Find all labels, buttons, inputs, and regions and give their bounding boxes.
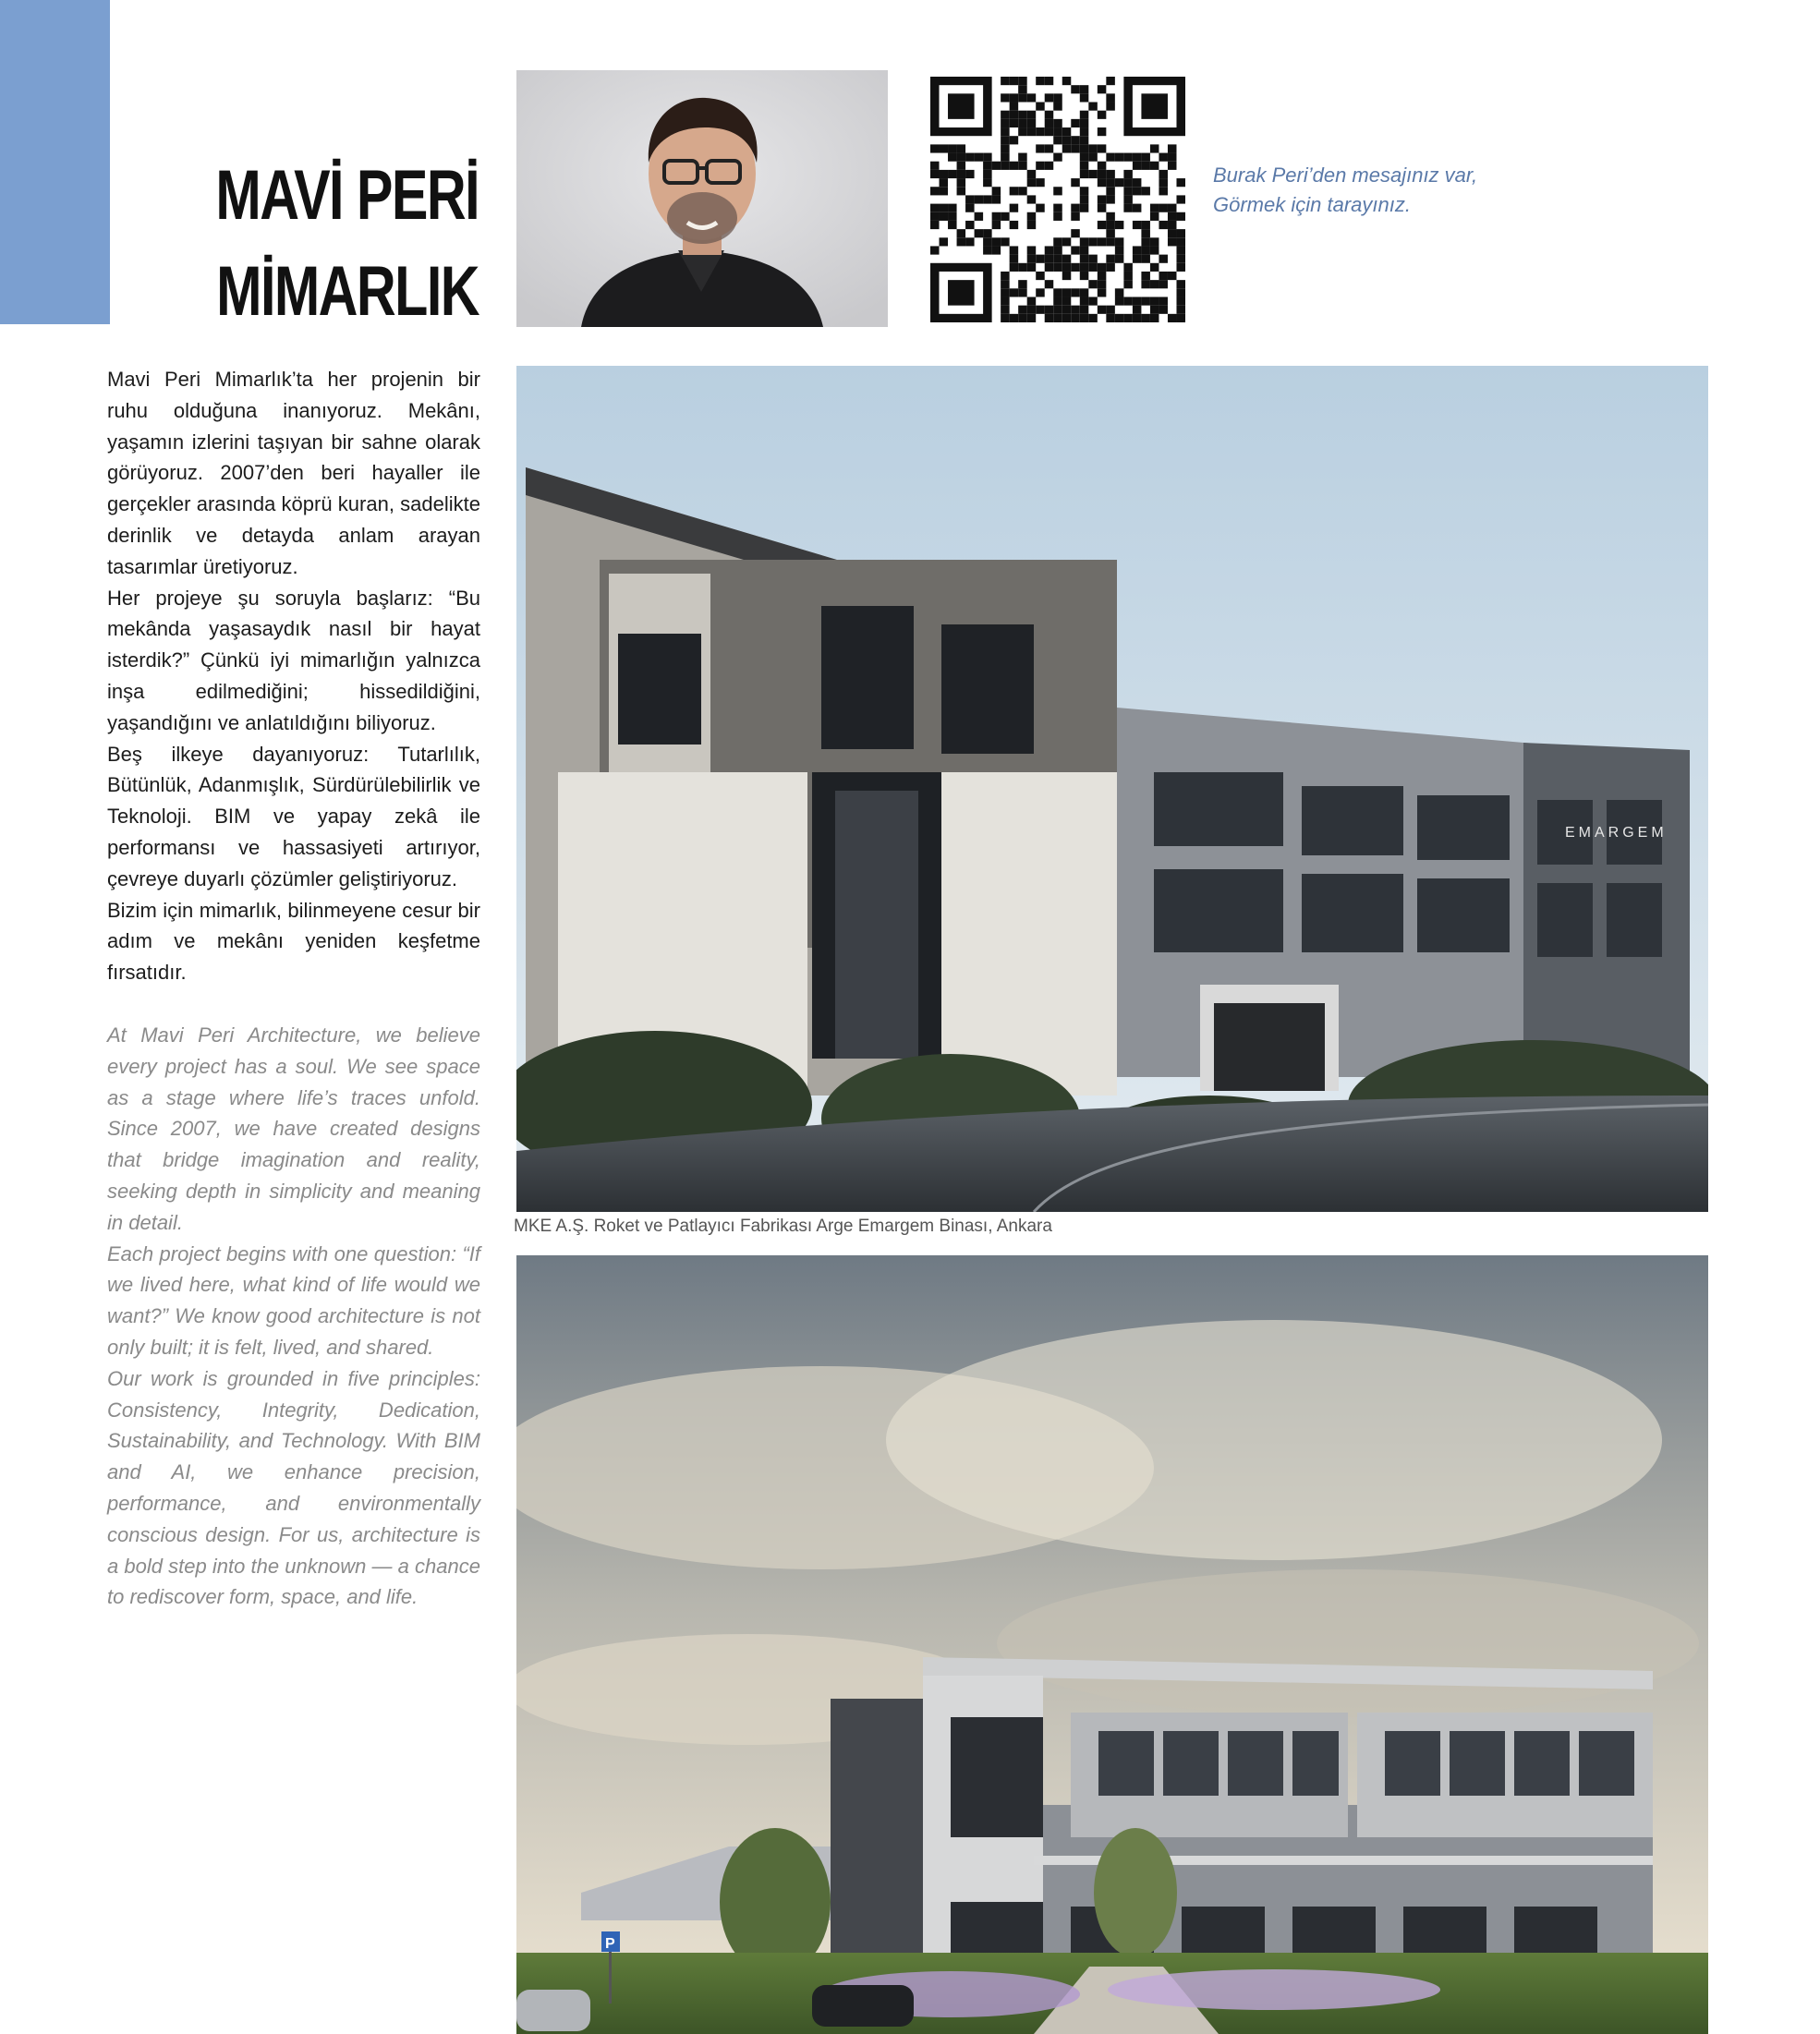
- title-line-2: MİMARLIK: [216, 252, 479, 331]
- title-line-1: MAVİ PERİ: [215, 156, 479, 235]
- building-photo-campus: [516, 1255, 1708, 2034]
- paragraph: Our work is grounded in five principles: Consistency, Integrity, Dedication, Sustainability, and Technology. With BIM and AI, we enhance precision, performance, and environmentally conscious design. For us, architecture is a bold step into the unknown — a chance to rediscover form, space, and life.: [107, 1366, 480, 1609]
- body-text-english: [107, 1020, 480, 1613]
- paragraph: Mavi Peri Mimarlık’ta her projenin bir ruhu olduğuna inanıyoruz. Mekânı, yaşamın izlerini taşıyan bir sahne olarak görüyoruz. 2007’den beri hayaller ile gerçekler arasında köprü kuran, sadelikte derinlik ve detayda anlam arayan tasarımlar üretiyoruz.: [107, 368, 480, 578]
- accent-bar: [0, 0, 110, 324]
- paragraph: Bizim için mimarlık, bilinmeyene cesur bir adım ve mekânı yeniden keşfetme fırsatıdır.: [107, 898, 480, 985]
- paragraph: Her projeye şu soruyla başlarız: “Bu mekânda yaşasaydık nasıl bir hayat isterdik?” Çünkü iyi mimarlığın yalnızca inşa edilmediğini; hissedildiğini, yaşandığını ve anlatıldığını biliyoruz.: [107, 586, 480, 734]
- photo-caption: MKE A.Ş. Roket ve Patlayıcı Fabrikası Arge Emargem Binası, Ankara: [514, 1217, 1052, 1236]
- architect-portrait: [516, 70, 888, 327]
- qr-note-line-2: Görmek için tarayınız.: [1213, 193, 1411, 216]
- qr-note: [1213, 161, 1527, 220]
- qr-code[interactable]: [930, 77, 1185, 322]
- parking-sign: P: [605, 1936, 615, 1952]
- page-title: [213, 148, 479, 340]
- qr-note-line-1: Burak Peri’den mesajınız var,: [1213, 163, 1478, 187]
- facade-sign: EMARGEM: [1565, 825, 1668, 841]
- building-photo-emargem: [516, 366, 1708, 1212]
- paragraph: Each project begins with one question: “If we lived here, what kind of life would we want?” We know good architecture is not only built; it is felt, lived, and shared.: [107, 1241, 480, 1359]
- paragraph: Beş ilkeye dayanıyoruz: Tutarlılık, Bütünlük, Adanmışlık, Sürdürülebilirlik ve Teknoloji. BIM ve yapay zekâ ile performansı ve hassasiyeti artırıyor, çevreye duyarlı çözümler geliştiriyoruz.: [107, 742, 480, 890]
- paragraph: At Mavi Peri Architecture, we believe every project has a soul. We see space as a stage where life’s traces unfold. Since 2007, we have created designs that bridge imagination and reality, seeking depth in simplicity and meaning in detail.: [107, 1023, 480, 1234]
- body-text-turkish: [107, 364, 480, 988]
